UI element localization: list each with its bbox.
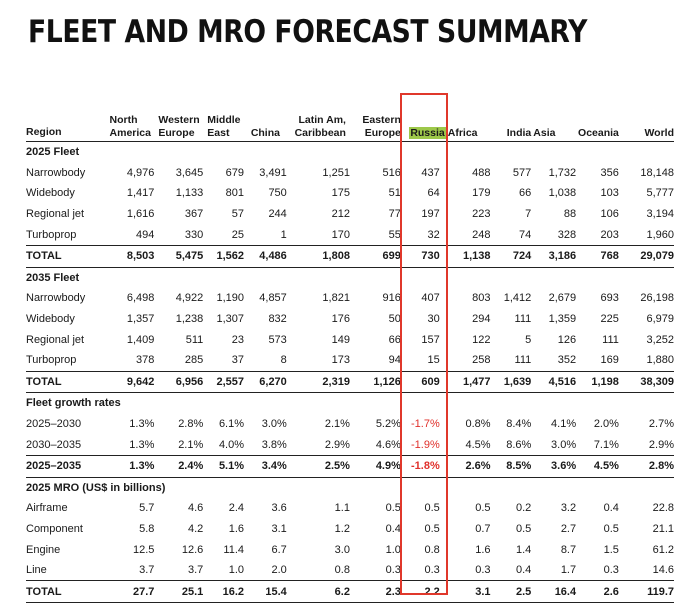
table-cell: 4.5% <box>465 438 491 451</box>
table-cell: 330 <box>184 228 204 241</box>
table-cell: 38,309 <box>619 371 674 393</box>
table-cell: 74 <box>519 228 532 241</box>
table-cell: 0.3 <box>603 564 619 577</box>
table-cell: -1.7% <box>411 418 440 431</box>
row-label: 2025–2035 <box>26 455 110 477</box>
table-cell: 352 <box>557 354 577 367</box>
table-cell: 3.0 <box>334 543 350 556</box>
table-cell: 1,138 <box>448 245 491 267</box>
table-cell: 16.2 <box>203 581 244 603</box>
table-cell: 1,808 <box>287 245 350 267</box>
header-eastern-europe: Eastern Europe <box>362 114 401 139</box>
table-cell: -1.8% <box>401 455 448 477</box>
row-label: Engine <box>26 543 61 556</box>
table-cell: 3,645 <box>175 166 204 179</box>
table-cell: 21.1 <box>652 522 674 535</box>
table-cell: 1,639 <box>491 371 532 393</box>
section-title: Fleet growth rates <box>26 393 674 414</box>
table-cell: 3.0% <box>551 438 577 451</box>
table-cell: 50 <box>388 313 401 326</box>
table-cell: 0.3 <box>385 564 401 577</box>
table-cell: 2.7 <box>560 522 577 535</box>
table-cell: 2,679 <box>548 292 577 305</box>
table-cell: 0.4 <box>385 522 401 535</box>
table-cell: 437 <box>421 166 440 179</box>
table-cell: 3.0% <box>261 418 287 431</box>
table-cell: 2.1% <box>324 418 350 431</box>
row-label: TOTAL <box>26 581 110 603</box>
table-cell: 8.4% <box>506 418 532 431</box>
table-cell: 2.2 <box>401 581 448 603</box>
table-cell: 2.8% <box>619 455 674 477</box>
table-cell: 3.1 <box>448 581 491 603</box>
table-cell: 8.5% <box>491 455 532 477</box>
table-cell: 3,186 <box>531 245 576 267</box>
table-cell: 488 <box>472 166 491 179</box>
table-row <box>26 350 674 371</box>
table-cell: 0.5 <box>385 502 401 515</box>
table-cell: 6,498 <box>126 292 155 305</box>
table-cell: 103 <box>600 187 619 200</box>
table-cell: 5,475 <box>154 245 203 267</box>
table-cell: 5,777 <box>646 187 674 200</box>
row-label: 2030–2035 <box>26 438 82 451</box>
table-cell: 0.5 <box>424 522 440 535</box>
table-row <box>26 498 674 519</box>
table-cell: 0.2 <box>515 502 532 515</box>
table-row <box>26 434 674 455</box>
table-cell: 4,486 <box>244 245 287 267</box>
section-title: 2035 Fleet <box>26 267 674 288</box>
page-title: FLEET AND MRO FORECAST SUMMARY <box>28 14 587 50</box>
table-cell: 573 <box>268 333 287 346</box>
table-cell: 23 <box>231 333 245 346</box>
table-cell: 803 <box>472 292 491 305</box>
table-cell: 14.6 <box>652 564 674 577</box>
table-cell: 2.5 <box>491 581 532 603</box>
table-cell: 106 <box>600 208 619 221</box>
table-cell: 27.7 <box>110 581 155 603</box>
table-cell: 1 <box>280 228 287 241</box>
table-cell: 12.6 <box>181 543 204 556</box>
table-cell: 1,960 <box>646 228 674 241</box>
table-cell: 157 <box>421 333 440 346</box>
table-row <box>26 539 674 560</box>
table-cell: 6,956 <box>154 371 203 393</box>
table-cell: 367 <box>184 208 204 221</box>
table-cell: 2.8% <box>178 418 204 431</box>
table-cell: 4.6% <box>375 438 401 451</box>
table-cell: 11.4 <box>223 543 245 556</box>
table-cell: 94 <box>388 354 401 367</box>
table-cell: 699 <box>350 245 401 267</box>
table-cell: 1,126 <box>350 371 401 393</box>
table-cell: 4,976 <box>126 166 155 179</box>
table-cell: 1.1 <box>334 502 350 515</box>
table-cell: 1,562 <box>203 245 244 267</box>
table-cell: 1.2 <box>334 522 350 535</box>
table-cell: 2,319 <box>287 371 350 393</box>
section-header-row <box>26 393 674 414</box>
table-cell: 3.1 <box>271 522 287 535</box>
table-cell: 0.5 <box>424 502 440 515</box>
table-cell: 2.0% <box>593 418 619 431</box>
table-cell: 1,417 <box>126 187 155 200</box>
table-cell: 122 <box>472 333 491 346</box>
total-row <box>26 371 674 393</box>
table-cell: 1.4 <box>515 543 532 556</box>
section-header-row <box>26 142 674 163</box>
row-label: TOTAL <box>26 245 110 267</box>
table-cell: 768 <box>576 245 619 267</box>
table-cell: 801 <box>225 187 245 200</box>
table-cell: 30 <box>427 313 440 326</box>
table-cell: 111 <box>514 354 532 367</box>
table-cell: 1,038 <box>548 187 577 200</box>
table-cell: 5 <box>525 333 532 346</box>
section-title: 2025 Fleet <box>26 142 674 163</box>
table-cell: 516 <box>382 166 401 179</box>
table-cell: 1.3% <box>129 418 155 431</box>
total-row <box>26 455 674 477</box>
header-middle-east: Middle East <box>207 114 241 139</box>
table-cell: 176 <box>331 313 350 326</box>
table-cell: 378 <box>136 354 155 367</box>
table-cell: 0.3 <box>475 564 491 577</box>
table-cell: 1.7 <box>560 564 577 577</box>
table-cell: 173 <box>331 354 350 367</box>
table-cell: 1.6 <box>228 522 245 535</box>
table-cell: 170 <box>331 228 350 241</box>
table-cell: 328 <box>557 228 577 241</box>
table-row <box>26 163 674 184</box>
row-label: Turboprop <box>26 228 77 241</box>
table-cell: 1.6 <box>475 543 491 556</box>
table-cell: 1,477 <box>448 371 491 393</box>
header-china: China <box>250 127 280 139</box>
table-cell: 4,516 <box>531 371 576 393</box>
header-oceania: Oceania <box>578 127 619 139</box>
table-cell: 2.5% <box>287 455 350 477</box>
total-row <box>26 245 674 267</box>
table-cell: 15.4 <box>244 581 287 603</box>
table-cell: 0.3 <box>424 564 440 577</box>
row-label: Component <box>26 522 83 535</box>
table-cell: 61.2 <box>652 543 674 556</box>
table-cell: 7 <box>525 208 532 221</box>
table-cell: 0.8 <box>424 543 440 556</box>
table-cell: 494 <box>136 228 155 241</box>
table-cell: 149 <box>331 333 350 346</box>
table-cell: 3.6% <box>531 455 576 477</box>
table-cell: 3.2 <box>560 502 577 515</box>
table-cell: 1,732 <box>548 166 577 179</box>
table-cell: 212 <box>331 208 350 221</box>
row-label: Line <box>26 564 47 577</box>
table-row <box>26 309 674 330</box>
table-cell: 294 <box>472 313 491 326</box>
table-cell: 2.9% <box>324 438 350 451</box>
row-label: Narrowbody <box>26 292 86 305</box>
table-cell: 169 <box>600 354 619 367</box>
row-label: Regional jet <box>26 208 85 221</box>
table-cell: 6.2 <box>287 581 350 603</box>
table-cell: 2.4 <box>228 502 245 515</box>
table-row <box>26 288 674 309</box>
table-cell: 0.5 <box>603 522 619 535</box>
table-cell: 2.6% <box>448 455 491 477</box>
table-cell: 4.2 <box>187 522 204 535</box>
table-cell: 1,880 <box>646 354 674 367</box>
table-cell: 2,557 <box>203 371 244 393</box>
table-cell: 2.6 <box>576 581 619 603</box>
table-cell: 3.8% <box>261 438 287 451</box>
table-cell: 4.6 <box>187 502 204 515</box>
table-cell: 3.4% <box>244 455 287 477</box>
table-cell: 6,270 <box>244 371 287 393</box>
table-cell: 285 <box>184 354 204 367</box>
table-cell: 4.5% <box>576 455 619 477</box>
table-cell: 111 <box>602 333 619 346</box>
table-cell: 1.3% <box>110 455 155 477</box>
table-cell: 66 <box>388 333 401 346</box>
table-cell: 7.1% <box>593 438 619 451</box>
table-cell: 9,642 <box>110 371 155 393</box>
section-header-row <box>26 267 674 288</box>
table-cell: 1,251 <box>322 166 350 179</box>
table-cell: 77 <box>388 208 401 221</box>
table-cell: 248 <box>472 228 491 241</box>
total-row <box>26 581 674 603</box>
table-cell: 2.7% <box>648 418 674 431</box>
row-label: TOTAL <box>26 371 110 393</box>
table-cell: 2.4% <box>154 455 203 477</box>
table-cell: 223 <box>472 208 491 221</box>
header-russia <box>401 105 448 142</box>
table-cell: 26,198 <box>640 292 674 305</box>
table-cell: 258 <box>472 354 491 367</box>
table-cell: 356 <box>600 166 619 179</box>
table-cell: 724 <box>491 245 532 267</box>
table-cell: 111 <box>514 313 532 326</box>
table-cell: 16.4 <box>531 581 576 603</box>
table-cell: 5.7 <box>139 502 155 515</box>
table-cell: 1,133 <box>175 187 204 200</box>
table-cell: 126 <box>557 333 577 346</box>
table-cell: 25.1 <box>154 581 203 603</box>
russia-highlight: Russia <box>410 127 445 139</box>
table-row <box>26 224 674 245</box>
row-label: Turboprop <box>26 354 77 367</box>
table-cell: 0.8 <box>334 564 350 577</box>
table-cell: 64 <box>427 187 440 200</box>
table-row <box>26 560 674 581</box>
table-cell: 1,409 <box>126 333 155 346</box>
table-row <box>26 183 674 204</box>
table-cell: 2.1% <box>178 438 204 451</box>
table-cell: 8.6% <box>506 438 532 451</box>
table-cell: 5.8 <box>139 522 155 535</box>
table-cell: 3,491 <box>259 166 287 179</box>
table-cell: 203 <box>600 228 619 241</box>
table-body <box>26 142 674 603</box>
header-region: Region <box>26 126 62 138</box>
table-cell: 55 <box>388 228 401 241</box>
table-cell: 1,307 <box>216 313 245 326</box>
table-cell: 25 <box>231 228 245 241</box>
table-cell: 916 <box>382 292 401 305</box>
table-cell: 832 <box>268 313 287 326</box>
row-label: 2025–2030 <box>26 418 82 431</box>
table-cell: 4.1% <box>551 418 577 431</box>
table-cell: 37 <box>231 354 245 367</box>
table-cell: 4,857 <box>259 292 287 305</box>
row-label: Widebody <box>26 313 75 326</box>
table-cell: 29,079 <box>619 245 674 267</box>
table-cell: 1,357 <box>126 313 155 326</box>
table-cell: 693 <box>600 292 619 305</box>
table-cell: 609 <box>401 371 448 393</box>
header-asia: Asia <box>533 127 556 139</box>
table-cell: 18,148 <box>640 166 674 179</box>
section-header-row <box>26 477 674 498</box>
header-western-europe: Western Europe <box>158 114 200 139</box>
header-row <box>26 105 674 142</box>
table-cell: 5.1% <box>203 455 244 477</box>
table-cell: 3,194 <box>646 208 674 221</box>
table-cell: 3,252 <box>646 333 674 346</box>
row-label: Airframe <box>26 502 68 515</box>
section-title: 2025 MRO (US$ in billions) <box>26 477 674 498</box>
table-cell: 1,198 <box>576 371 619 393</box>
table-cell: 750 <box>268 187 287 200</box>
table-cell: 1,359 <box>548 313 577 326</box>
table-cell: 88 <box>563 208 577 221</box>
table-cell: 2.9% <box>648 438 674 451</box>
table-cell: 577 <box>512 166 532 179</box>
table-cell: 679 <box>225 166 245 179</box>
header-north-america: North America <box>109 114 151 139</box>
table-cell: 197 <box>421 208 440 221</box>
table-cell: 3.7 <box>187 564 204 577</box>
table-cell: 8.7 <box>560 543 577 556</box>
table-cell: 1.5 <box>603 543 619 556</box>
table-cell: 0.8% <box>465 418 491 431</box>
table-cell: 5.2% <box>375 418 401 431</box>
table-cell: 51 <box>388 187 401 200</box>
table-cell: 1.0 <box>385 543 401 556</box>
table-cell: 6.1% <box>218 418 245 431</box>
table-cell: 511 <box>185 333 204 346</box>
table-cell: 12.5 <box>132 543 155 556</box>
table-cell: 4.0% <box>218 438 245 451</box>
table-cell: 0.7 <box>475 522 491 535</box>
table-cell: 1,821 <box>322 292 350 305</box>
table-cell: 119.7 <box>619 581 674 603</box>
table-cell: 244 <box>268 208 287 221</box>
header-africa: Africa <box>447 127 478 139</box>
table-row <box>26 204 674 225</box>
table-cell: 57 <box>231 208 245 221</box>
forecast-table <box>26 105 674 603</box>
table-cell: 0.5 <box>475 502 491 515</box>
table-cell: 0.4 <box>603 502 619 515</box>
header-india: India <box>506 127 532 139</box>
row-label: Narrowbody <box>26 166 86 179</box>
table-cell: 6.7 <box>271 543 287 556</box>
table-cell: 179 <box>472 187 491 200</box>
header-latin-am: Latin Am, Caribbean <box>294 114 346 139</box>
table-cell: 8 <box>280 354 287 367</box>
row-label: Widebody <box>26 187 75 200</box>
table-cell: 0.4 <box>515 564 532 577</box>
table-cell: 3.7 <box>139 564 155 577</box>
table-cell: 22.8 <box>652 502 674 515</box>
table-row <box>26 519 674 540</box>
table-cell: 3.6 <box>271 502 287 515</box>
table-cell: 1,412 <box>503 292 532 305</box>
table-cell: 0.5 <box>515 522 532 535</box>
table-cell: 2.3 <box>350 581 401 603</box>
table-cell: 8,503 <box>110 245 155 267</box>
header-world: World <box>644 127 674 139</box>
table-cell: 225 <box>600 313 619 326</box>
table-cell: -1.9% <box>411 438 440 451</box>
table-cell: 2.0 <box>271 564 287 577</box>
table-cell: 6,979 <box>646 313 674 326</box>
table-cell: 175 <box>331 187 350 200</box>
table-row <box>26 414 674 435</box>
table-cell: 32 <box>427 228 440 241</box>
table-cell: 1,616 <box>126 208 155 221</box>
table-row <box>26 329 674 350</box>
table-cell: 1,190 <box>216 292 245 305</box>
table-cell: 730 <box>401 245 448 267</box>
table-cell: 66 <box>519 187 532 200</box>
table-cell: 4,922 <box>175 292 204 305</box>
table-cell: 407 <box>421 292 440 305</box>
table-cell: 15 <box>427 354 440 367</box>
table-cell: 1.0 <box>228 564 245 577</box>
table-cell: 1,238 <box>175 313 204 326</box>
table-cell: 1.3% <box>129 438 155 451</box>
table-cell: 4.9% <box>350 455 401 477</box>
row-label: Regional jet <box>26 333 85 346</box>
